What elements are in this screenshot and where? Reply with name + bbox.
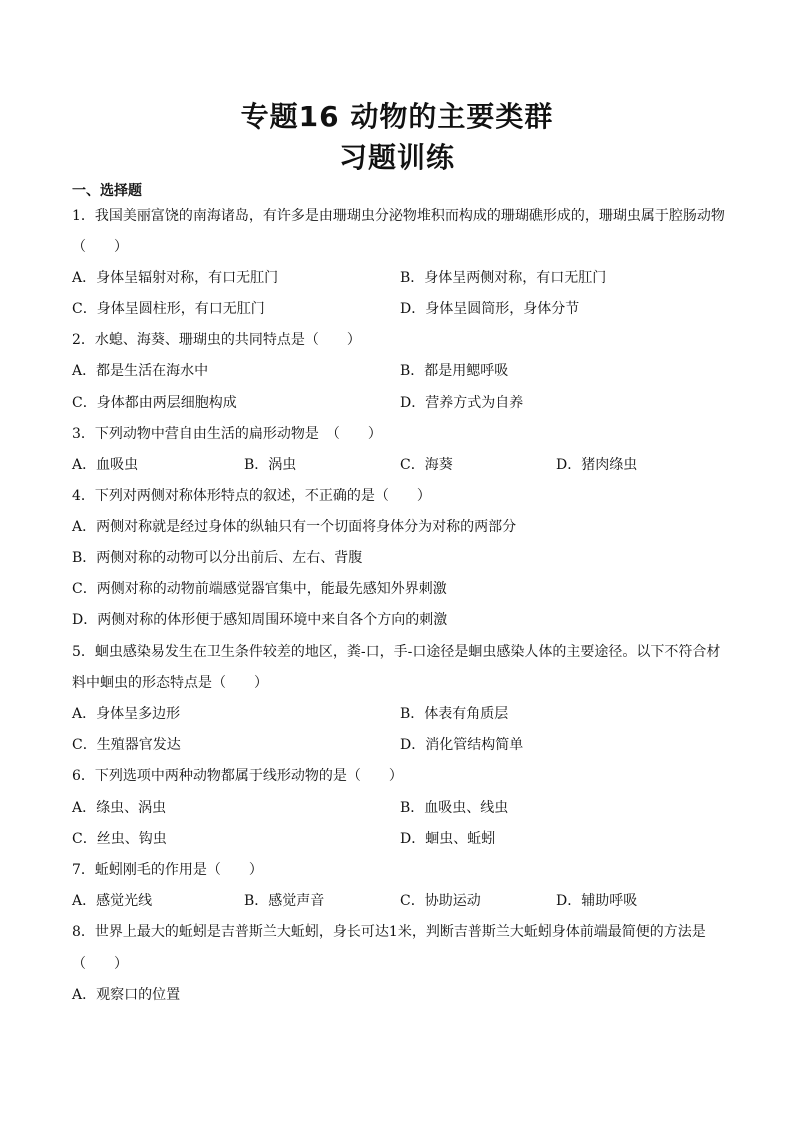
title-line-1: 专题16 动物的主要类群 [240,100,554,133]
question-1-option-d: D．身体呈圆筒形，身体分节 [400,301,580,317]
question-6-option-b: B．血吸虫、线虫 [400,800,509,816]
question-6-stem: 6．下列选项中两种动物都属于线形动物的是（ ） [72,768,403,784]
question-5-option-c: C．生殖器官发达 [72,737,181,753]
question-3-option-a: A．血吸虫 [72,457,139,473]
question-5-stem: 5．蛔虫感染易发生在卫生条件较差的地区，粪-口，手-口途径是蛔虫感染人体的主要途径。以下不符合材 [72,644,721,660]
question-1-option-a: A．身体呈辐射对称，有口无肛门 [72,270,279,286]
question-6-option-c: C．丝虫、钩虫 [72,831,167,847]
question-4-stem: 4．下列对两侧对称体形特点的叙述，不正确的是（ ） [72,488,431,504]
question-7-option-a: A．感觉光线 [72,893,153,909]
question-3-stem: 3．下列动物中营自由生活的扁形动物是 （ ） [72,426,382,442]
question-8-stem: 8．世界上最大的蚯蚓是吉普斯兰大蚯蚓，身长可达1米，判断吉普斯兰大蚯蚓身体前端最简便的方法是 [72,924,706,940]
question-1-stem-cont: （ ） [72,239,128,255]
question-7-option-b: B．感觉声音 [244,893,325,909]
question-6-option-a: A．绦虫、涡虫 [72,800,167,816]
question-8-option-a: A．观察口的位置 [72,987,181,1003]
section-heading: 一、选择题 [72,183,142,199]
question-2-option-a: A．都是生活在海水中 [72,363,209,379]
question-4-option-b: B．两侧对称的动物可以分出前后、左右、背腹 [72,550,363,566]
question-7-option-c: C．协助运动 [400,893,481,909]
question-1-option-b: B．身体呈两侧对称，有口无肛门 [400,270,607,286]
question-3-option-d: D．猪肉绦虫 [556,457,638,473]
question-8-stem-cont: （ ） [72,956,128,972]
question-1-stem: 1．我国美丽富饶的南海诸岛，有许多是由珊瑚虫分泌物堆积而构成的珊瑚礁形成的，珊瑚虫属于腔肠动物 [72,208,725,224]
question-5-stem-cont: 料中蛔虫的形态特点是（ ） [72,675,268,691]
question-1-option-c: C．身体呈圆柱形，有口无肛门 [72,301,265,317]
question-3-option-c: C．海葵 [400,457,453,473]
question-6-option-d: D．蛔虫、蚯蚓 [400,831,496,847]
question-4-option-c: C．两侧对称的动物前端感觉器官集中，能最先感知外界刺激 [72,581,447,597]
question-5-option-a: A．身体呈多边形 [72,706,181,722]
question-2-stem: 2．水螅、海葵、珊瑚虫的共同特点是（ ） [72,332,361,348]
question-7-stem: 7．蚯蚓刚毛的作用是（ ） [72,862,263,878]
question-2-option-b: B．都是用鳃呼吸 [400,363,509,379]
question-5-option-b: B．体表有角质层 [400,706,509,722]
question-4-option-d: D．两侧对称的体形便于感知周围环境中来自各个方向的刺激 [72,612,448,628]
question-3-option-b: B．涡虫 [244,457,297,473]
question-2-option-c: C．身体都由两层细胞构成 [72,395,237,411]
title-line-2: 习题训练 [338,141,455,174]
question-7-option-d: D．辅助呼吸 [556,893,638,909]
question-5-option-d: D．消化管结构简单 [400,737,524,753]
question-4-option-a: A．两侧对称就是经过身体的纵轴只有一个切面将身体分为对称的两部分 [72,519,517,535]
question-2-option-d: D．营养方式为自养 [400,395,524,411]
